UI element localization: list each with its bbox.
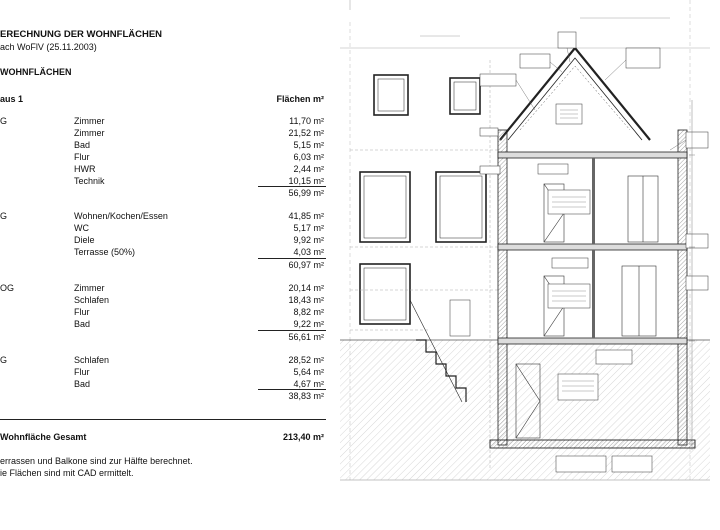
subtotal-rule bbox=[258, 258, 326, 259]
floor-code: G bbox=[0, 355, 8, 365]
room-area: 4,03 m² bbox=[293, 247, 324, 257]
room-area: 8,82 m² bbox=[293, 307, 324, 317]
room-area: 10,15 m² bbox=[288, 176, 324, 186]
subtotal-rule bbox=[258, 330, 326, 331]
room-name: Terrasse (50%) bbox=[74, 247, 136, 257]
grand-total-rule bbox=[0, 419, 326, 420]
grand-total-value: 213,40 m² bbox=[282, 432, 324, 442]
room-name: Wohnen/Kochen/Essen bbox=[74, 211, 168, 221]
room-name: Technik bbox=[74, 176, 105, 186]
room-name: Zimmer bbox=[74, 283, 105, 293]
floor-code: G bbox=[0, 116, 8, 126]
room-name: Schlafen bbox=[74, 355, 110, 365]
room-area: 9,22 m² bbox=[293, 319, 324, 329]
room-name: WC bbox=[74, 223, 89, 233]
note-terrace: errassen und Balkone sind zur Hälfte berechnet. bbox=[0, 456, 193, 466]
grand-total-label: Wohnfläche Gesamt bbox=[0, 432, 87, 442]
room-name: Flur bbox=[74, 367, 90, 377]
section-heading: WOHNFLÄCHEN bbox=[0, 67, 72, 77]
ground-hatch bbox=[340, 340, 710, 480]
room-area: 21,52 m² bbox=[288, 128, 324, 138]
house-label: aus 1 bbox=[0, 94, 24, 104]
room-area: 20,14 m² bbox=[288, 283, 324, 293]
room-area: 41,85 m² bbox=[288, 211, 324, 221]
room-name: Zimmer bbox=[74, 116, 105, 126]
room-name: Flur bbox=[74, 307, 90, 317]
room-area: 5,17 m² bbox=[293, 223, 324, 233]
document-title: ERECHNUNG DER WOHNFLÄCHEN bbox=[0, 29, 163, 40]
elevation-section-drawing bbox=[330, 0, 720, 530]
room-area: 5,64 m² bbox=[293, 367, 324, 377]
floor-subtotal: 60,97 m² bbox=[288, 260, 324, 270]
floor-code: OG bbox=[0, 283, 15, 293]
room-area: 6,03 m² bbox=[293, 152, 324, 162]
room-name: Flur bbox=[74, 152, 90, 162]
floor-subtotal: 56,99 m² bbox=[288, 188, 324, 198]
elevation-windows bbox=[360, 75, 486, 324]
room-name: Bad bbox=[74, 319, 91, 329]
room-area: 2,44 m² bbox=[293, 164, 324, 174]
floor-code: G bbox=[0, 211, 8, 221]
room-area: 18,43 m² bbox=[288, 295, 324, 305]
room-area: 11,70 m² bbox=[289, 116, 324, 126]
room-area: 9,92 m² bbox=[293, 235, 324, 245]
room-name: Zimmer bbox=[74, 128, 105, 138]
room-area: 28,52 m² bbox=[288, 355, 324, 365]
note-cad: ie Flächen sind mit CAD ermittelt. bbox=[0, 468, 134, 478]
room-name: Schlafen bbox=[74, 295, 110, 305]
room-name: Bad bbox=[74, 140, 91, 150]
area-column-header: Flächen m² bbox=[276, 94, 324, 104]
room-area: 4,67 m² bbox=[293, 379, 324, 389]
room-name: HWR bbox=[74, 164, 96, 174]
room-area: 5,15 m² bbox=[293, 140, 324, 150]
subtotal-rule bbox=[258, 186, 326, 187]
floor-subtotal: 38,83 m² bbox=[288, 391, 324, 401]
room-name: Bad bbox=[74, 379, 91, 389]
subtotal-rule bbox=[258, 389, 326, 390]
room-name: Diele bbox=[74, 235, 95, 245]
floor-subtotal: 56,61 m² bbox=[288, 332, 324, 342]
document-subtitle: ach WoFlV (25.11.2003) bbox=[0, 42, 97, 52]
